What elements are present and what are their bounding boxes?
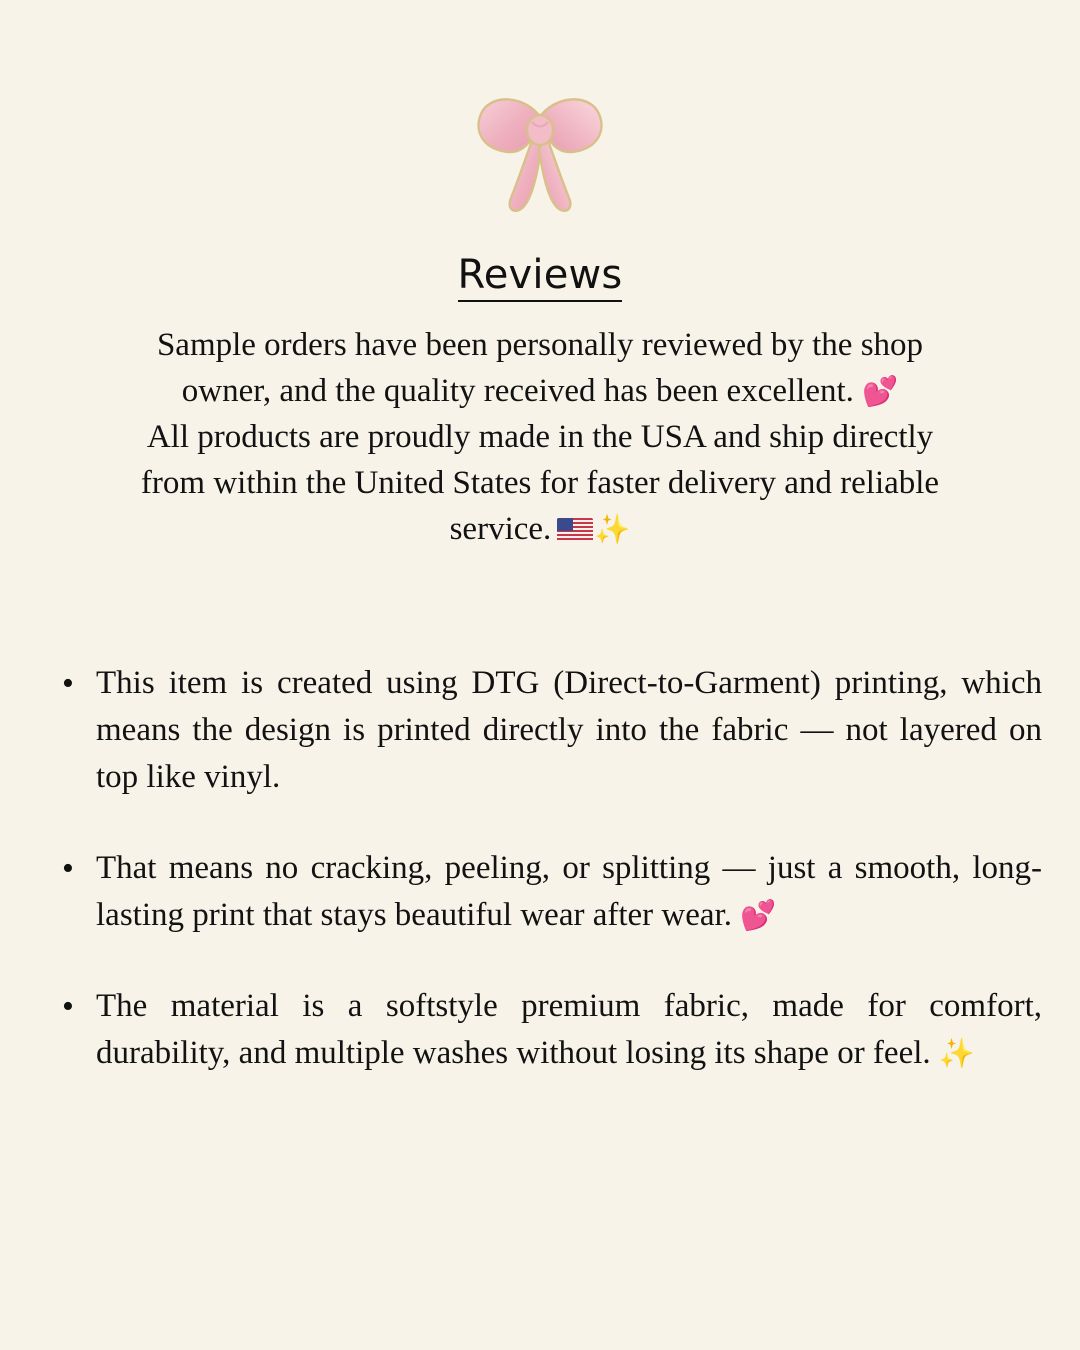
us-flag-icon (557, 518, 593, 542)
intro-line-5: service. (449, 511, 552, 547)
page-title (0, 252, 1080, 298)
bow-illustration (0, 78, 1080, 228)
bullet-text-2-wrap (96, 845, 1042, 939)
bullet-text-3-wrap (96, 983, 1042, 1077)
list-item (62, 660, 1042, 801)
sparkles-icon: ✨ (938, 1036, 975, 1070)
list-item (62, 983, 1042, 1077)
two-hearts-icon: 💕 (862, 374, 899, 408)
page-title-text: Reviews (458, 252, 623, 302)
pink-bow-icon (465, 78, 615, 228)
intro-line-2-wrap (80, 368, 1000, 414)
bullet-text-2: That means no cracking, peeling, or splitting — just a smooth, long-lasting print that stays beautiful wear after wear. (96, 850, 1042, 933)
list-item (62, 845, 1042, 939)
bullet-text-1: This item is created using DTG (Direct-to-Garment) printing, which means the design is printed directly into the fabric — not layered on top like vinyl. (96, 665, 1042, 795)
intro-line-1: Sample orders have been personally reviewed by the shop (156, 327, 924, 363)
bullet-marker-icon: • (62, 850, 74, 887)
intro-line-3: All products are proudly made in the USA and ship directly (146, 419, 934, 455)
feature-bullet-list (62, 660, 1042, 1077)
bullet-marker-icon: • (62, 665, 74, 702)
bullet-marker-icon: • (62, 988, 74, 1025)
intro-line-2: owner, and the quality received has been excellent. (181, 373, 854, 409)
intro-line-5-wrap (80, 506, 1000, 552)
two-hearts-icon: 💕 (740, 898, 777, 932)
bullet-text-3: The material is a softstyle premium fabric, made for comfort, durability, and multiple washes without losing its shape or feel. (96, 988, 1042, 1071)
intro-line-4: from within the United States for faster delivery and reliable (140, 465, 940, 501)
intro-paragraph (80, 322, 1000, 552)
sparkles-icon: ✨ (594, 512, 631, 546)
